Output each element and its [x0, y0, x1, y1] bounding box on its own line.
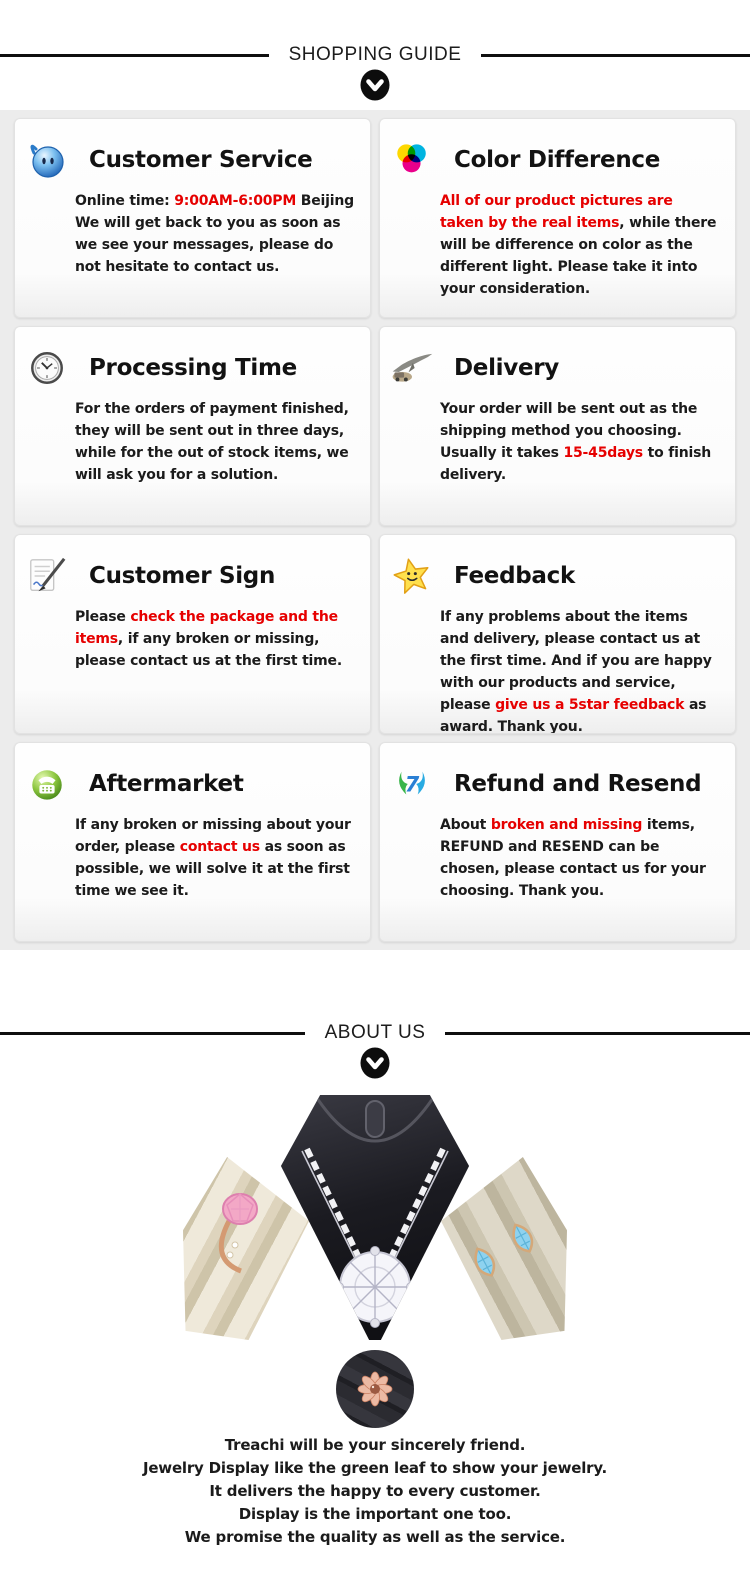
card-title: Aftermarket: [89, 771, 244, 797]
necklace-display-photo: [277, 1095, 473, 1340]
about-us-section: [0, 1022, 750, 1549]
divider-line: [445, 1032, 750, 1035]
card-body: If any problems about the items and delivery, please contact us at the first time. And if you are happy with our products and service, please give us a 5star feedback as award. Thank you.: [440, 609, 712, 734]
card-body: If any broken or missing about your order, please contact us as soon as possible, we will solve it at the first time we see it.: [75, 817, 351, 899]
card-customer-service: [14, 118, 371, 318]
smiley-star-icon: [390, 555, 434, 597]
card-body: Please check the package and the items, if any broken or missing, please contact us at the first time.: [75, 609, 342, 669]
about-line: Display is the important one too.: [238, 1505, 512, 1523]
clock-icon: [25, 347, 69, 389]
shopping-guide-section: [0, 0, 750, 105]
about-line: It delivers the happy to every customer.: [209, 1482, 541, 1500]
card-processing-time: [14, 326, 371, 526]
about-line: Treachi will be your sincerely friend.: [224, 1436, 526, 1454]
card-body: Your order will be sent out as the shipping method you choosing. Usually it takes 15-45days to finish delivery.: [440, 401, 711, 483]
flower-ring-photo: [336, 1350, 414, 1428]
about-us-heading: ABOUT US: [324, 1022, 426, 1043]
refund-icon-digit: 7: [404, 772, 420, 797]
pink-ring-photo: [183, 1157, 309, 1340]
card-grid: [0, 110, 750, 950]
card-delivery: [379, 326, 736, 526]
customer-service-chat-icon: [25, 139, 69, 181]
card-title: Feedback: [454, 563, 575, 589]
chevron-down-icon: [360, 1047, 390, 1083]
about-us-divider: [0, 1022, 750, 1044]
card-refund-resend: [379, 742, 736, 942]
shopping-guide-heading: SHOPPING GUIDE: [288, 44, 462, 65]
card-feedback: [379, 534, 736, 734]
about-line: We promise the quality as well as the service.: [184, 1528, 566, 1546]
card-aftermarket: [14, 742, 371, 942]
card-title: Delivery: [454, 355, 559, 381]
card-title: Refund and Resend: [454, 771, 702, 797]
card-title: Customer Sign: [89, 563, 276, 589]
card-customer-sign: [14, 534, 371, 734]
divider-line: [481, 54, 750, 57]
card-body: About broken and missing items, REFUND and RESEND can be chosen, please contact us for your choosing. Thank you.: [440, 817, 706, 899]
about-line: Jewelry Display like the green leaf to show your jewelry.: [142, 1459, 608, 1477]
green-phone-icon: [25, 763, 69, 805]
airplane-shipping-icon: [390, 347, 434, 389]
jewelry-collage-image: [183, 1095, 567, 1340]
card-title: Customer Service: [89, 147, 313, 173]
blue-earrings-photo: [441, 1157, 567, 1340]
shopping-guide-divider: [0, 44, 750, 66]
card-body: Online time: 9:00AM-6:00PM Beijing We will get back to you as soon as we see your messages, please do not hesitate to contact us.: [75, 193, 354, 275]
chevron-down-icon: [360, 69, 390, 105]
card-title: Processing Time: [89, 355, 297, 381]
document-pen-icon: [25, 555, 69, 597]
card-color-difference: [379, 118, 736, 318]
about-us-text: [0, 1434, 750, 1549]
refund-seven-icon: [390, 763, 434, 805]
divider-line: [0, 54, 269, 57]
card-body: All of our product pictures are taken by the real items, while there will be difference on color as the different light. Please take it into your consideration.: [440, 193, 717, 297]
card-body: For the orders of payment finished, they will be sent out in three days, while for the out of stock items, we will ask you for a solution.: [75, 401, 349, 483]
divider-line: [0, 1032, 305, 1035]
card-title: Color Difference: [454, 147, 661, 173]
color-circles-icon: [390, 139, 434, 181]
